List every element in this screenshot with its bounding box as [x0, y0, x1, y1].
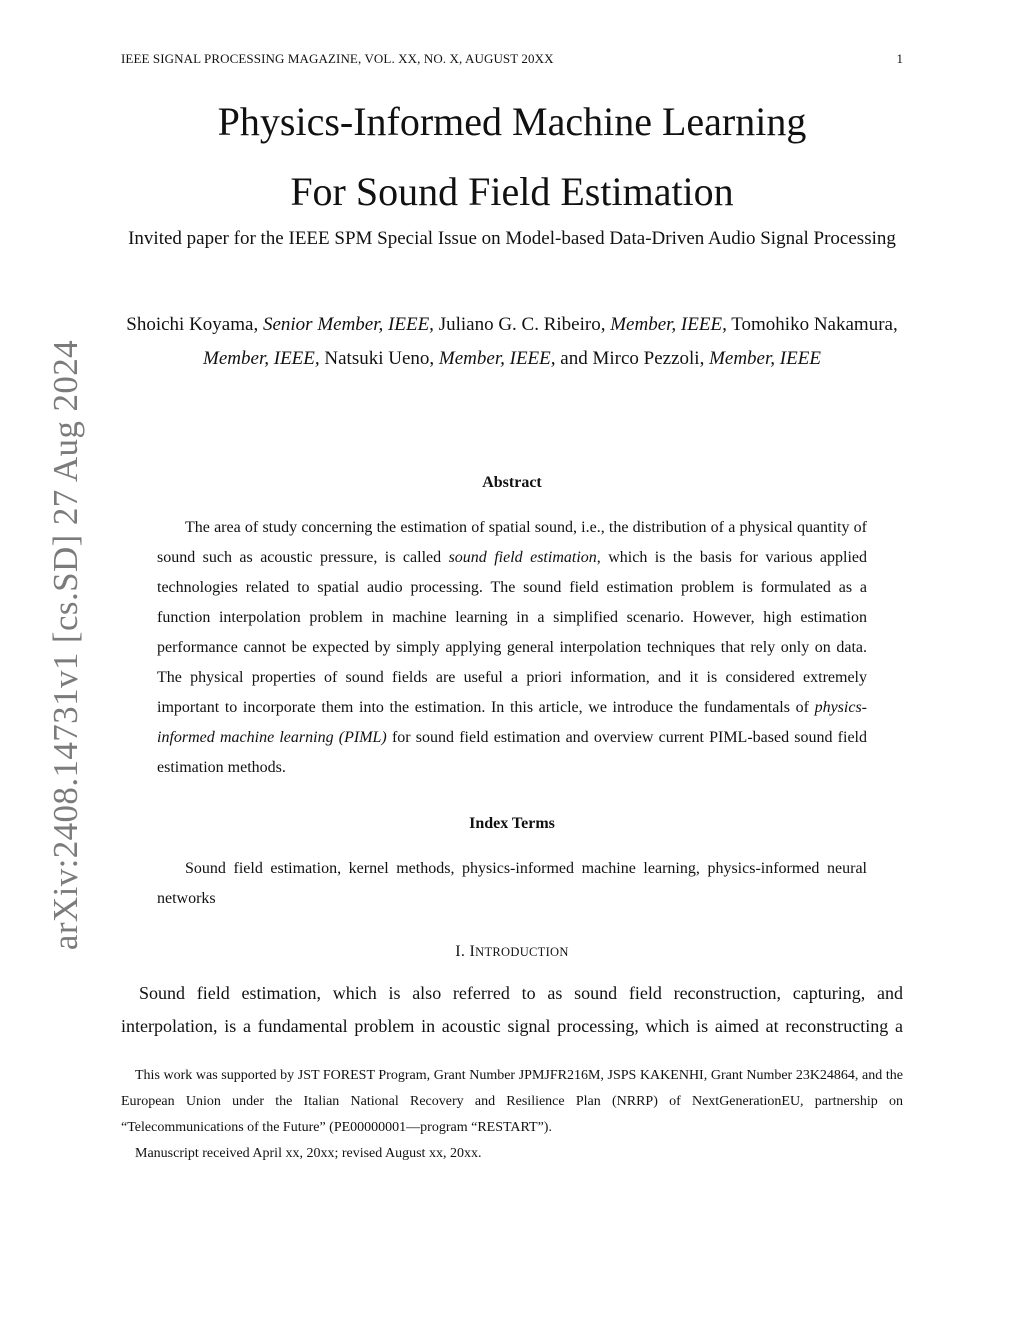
- section-numeral: I.: [455, 943, 470, 960]
- author-affiliation: Member, IEEE,: [438, 348, 556, 369]
- paper-title-line-1: Physics-Informed Machine Learning: [217, 99, 807, 144]
- funding-footnote: This work was supported by JST FOREST Program, Grant Number JPMJFR216M, JSPS KAKENHI, Grant Number 23K24864, and the European Union under the Italian National Recovery and Resilience Plan (NRRP) of NextGenerationEU, partnership on “Telecommunications of the Future” (PE00000001—program “RESTART”).: [121, 1068, 903, 1135]
- paper-subtitle: Invited paper for the IEEE SPM Special Issue on Model-based Data-Driven Audio Signal Processing: [128, 228, 896, 249]
- abstract-emphasis: sound field estimation: [448, 549, 597, 566]
- author-affiliation: Senior Member, IEEE,: [262, 314, 434, 335]
- author-affiliation: Member, IEEE,: [203, 348, 320, 369]
- abstract-text: for sound field estimation and overview current PIML-based sound field estimation methods.: [157, 729, 868, 776]
- running-header: IEEE SIGNAL PROCESSING MAGAZINE, VOL. XX, NO. X, AUGUST 20XX: [121, 51, 554, 66]
- author-affiliation: Member, IEEE,: [610, 314, 727, 335]
- author-name: Juliano G. C. Ribeiro,: [438, 314, 606, 335]
- author-name: Shoichi Koyama,: [126, 314, 259, 335]
- abstract-text: , which is the basis for various applied technologies related to spatial audio processing. The sound field estimation problem is formulated as a function interpolation problem in machine learning in a simplified scenario. However, high estimation performance cannot be expected by simply applying general interpolation techniques that rely only on data. The physical properties of sound fields are useful a priori information, and it is considered extremely important to incorporate them into the estimation. In this article, we introduce the fundamentals of: [157, 549, 868, 716]
- author-name: Natsuki Ueno,: [324, 348, 435, 369]
- author-affiliation: Member, IEEE: [709, 348, 821, 369]
- author-name: and Mirco Pezzoli,: [560, 348, 705, 369]
- page-number: 1: [896, 51, 903, 66]
- index-terms-body: Sound field estimation, kernel methods, physics-informed machine learning, physics-informed neural networks: [157, 860, 867, 907]
- author-name: Tomohiko Nakamura,: [731, 314, 898, 335]
- section-title-initial: I: [469, 943, 476, 960]
- author-list: [121, 308, 903, 376]
- abstract-emphasis: physics-informed machine learning (PIML): [157, 699, 867, 746]
- abstract-text: The area of study concerning the estimation of spatial sound, i.e., the distribution of a physical quantity of sound such as acoustic pressure, is called: [157, 519, 867, 566]
- introduction-body: Sound field estimation, which is also referred to as sound field reconstruction, capturing, and interpolation, is a fundamental problem in acoustic signal processing, which is aimed at reconstructing a: [121, 983, 903, 1036]
- manuscript-footnote: Manuscript received April xx, 20xx; revised August xx, 20xx.: [135, 1146, 482, 1161]
- abstract-heading: Abstract: [482, 474, 542, 491]
- abstract-body: [157, 513, 867, 783]
- index-terms-heading: Index Terms: [469, 815, 555, 832]
- introduction-heading: [0, 943, 1024, 961]
- arxiv-identifier: arXiv:2408.14731v1 [cs.SD] 27 Aug 2024: [46, 339, 85, 951]
- section-title-rest: NTRODUCTION: [475, 945, 569, 959]
- paper-title-line-2: For Sound Field Estimation: [290, 169, 734, 214]
